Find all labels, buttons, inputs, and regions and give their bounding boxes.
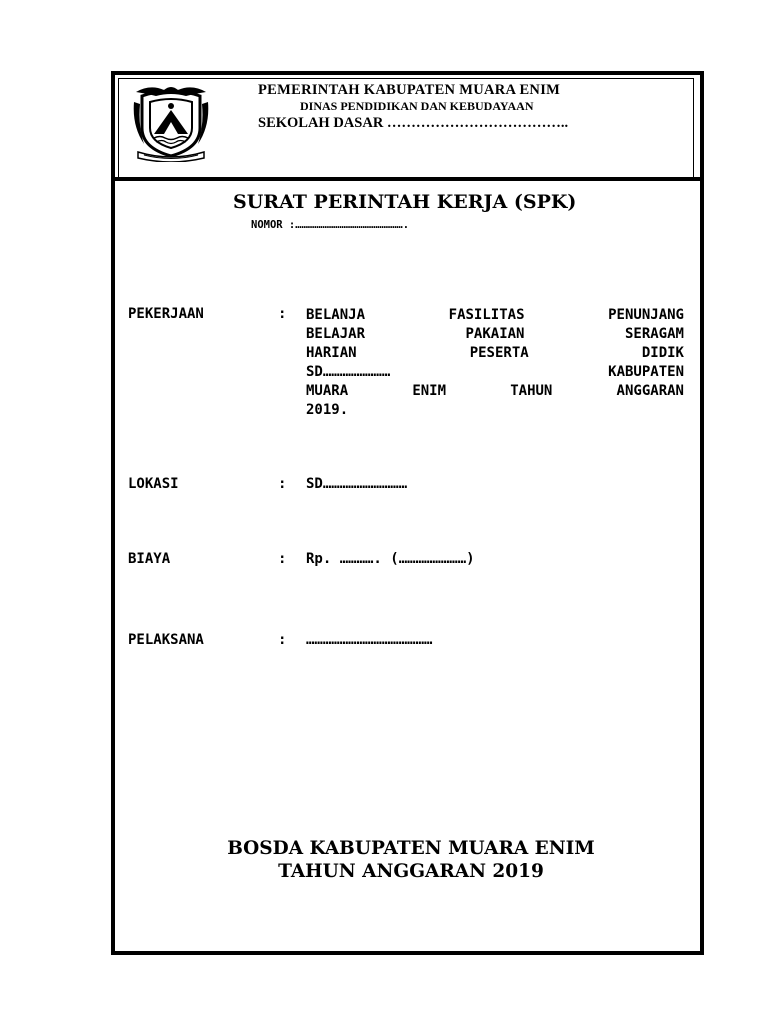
pekerjaan-word: BELAJAR — [306, 326, 366, 342]
pekerjaan-word: BELANJA — [306, 307, 366, 323]
document-number: NOMOR :……………………………………………. — [251, 219, 410, 231]
pekerjaan-label: PEKERJAAN — [128, 306, 204, 322]
header-divider — [111, 177, 704, 181]
document-title: SURAT PERINTAH KERJA (SPK) — [233, 191, 577, 213]
pekerjaan-value — [306, 306, 684, 420]
pekerjaan-word: TAHUN — [510, 383, 553, 399]
pekerjaan-word: ENIM — [412, 383, 447, 399]
pekerjaan-word: SD…………………… — [306, 364, 391, 380]
pekerjaan-word: ANGGARAN — [616, 383, 684, 399]
pekerjaan-word: DIDIK — [641, 345, 684, 361]
biaya-value: Rp. …………. (……………………) — [306, 551, 475, 567]
pekerjaan-line — [306, 325, 684, 344]
lokasi-value: SD………………………… — [306, 476, 408, 492]
pekerjaan-word: PENUNJANG — [608, 307, 684, 323]
pekerjaan-word: SERAGAM — [624, 326, 684, 342]
pekerjaan-line — [306, 306, 684, 325]
pekerjaan-word: PESERTA — [469, 345, 529, 361]
header-government: PEMERINTAH KABUPATEN MUARA ENIM — [258, 82, 561, 98]
footer-line2: TAHUN ANGGARAN 2019 — [278, 861, 544, 882]
footer-line1: BOSDA KABUPATEN MUARA ENIM — [227, 838, 595, 859]
pelaksana-label: PELAKSANA — [128, 632, 204, 648]
biaya-label: BIAYA — [128, 551, 171, 567]
regional-emblem-icon — [130, 82, 212, 162]
pelaksana-value: ……………………………………… — [306, 632, 433, 648]
lokasi-label: LOKASI — [128, 476, 179, 492]
pekerjaan-line — [306, 401, 684, 420]
pekerjaan-line — [306, 363, 684, 382]
biaya-colon: : — [278, 551, 287, 567]
pekerjaan-word: PAKAIAN — [465, 326, 525, 342]
pekerjaan-line — [306, 344, 684, 363]
pelaksana-colon: : — [278, 632, 287, 648]
pekerjaan-colon: : — [278, 306, 287, 322]
header-school: SEKOLAH DASAR ……………………………….. — [258, 115, 569, 131]
pekerjaan-line — [306, 382, 684, 401]
pekerjaan-word: 2019. — [306, 402, 349, 418]
pekerjaan-word: MUARA — [306, 383, 349, 399]
pekerjaan-word: FASILITAS — [448, 307, 525, 323]
header-department: DINAS PENDIDIKAN DAN KEBUDAYAAN — [300, 99, 534, 113]
lokasi-colon: : — [278, 476, 287, 492]
pekerjaan-word: HARIAN — [306, 345, 357, 361]
pekerjaan-word: KABUPATEN — [608, 364, 684, 380]
